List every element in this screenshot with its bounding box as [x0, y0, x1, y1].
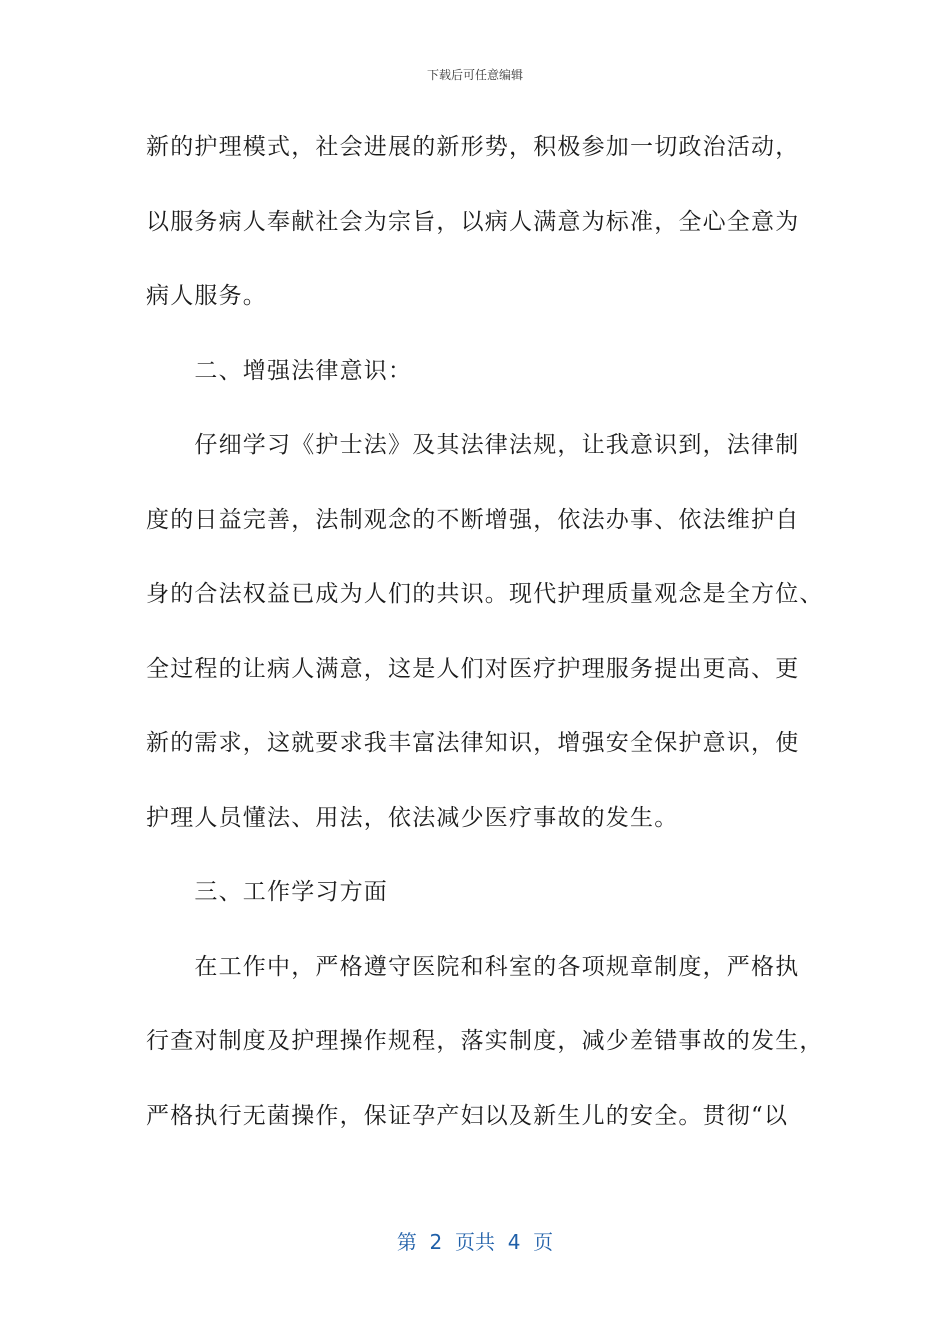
document-body	[146, 128, 826, 1171]
body-line: 以服务病人奉献社会为宗旨，以病人满意为标准，全心全意为	[146, 208, 800, 235]
body-line: 仔细学习《护士法》及其法律法规，让我意识到，法律制	[146, 432, 800, 458]
body-line: 全过程的让病人满意，这是人们对医疗护理服务提出更高、更	[146, 655, 800, 682]
page-header-note: 下载后可任意编辑	[426, 68, 523, 82]
body-line: 严格执行无菌操作，保证孕产妇以及新生儿的安全。贯彻“以	[146, 1102, 789, 1129]
body-line: 行查对制度及护理操作规程，落实制度，减少差错事故的发生，	[146, 1028, 824, 1054]
body-line: 新的护理模式，社会进展的新形势，积极参加一切政治活动，	[146, 134, 800, 160]
page-number: 第 2 页共 4 页	[396, 1230, 554, 1254]
body-line: 身的合法权益已成为人们的共识。现代护理质量观念是全方位、	[146, 581, 824, 607]
body-line: 病人服务。	[146, 283, 267, 309]
section-heading: 二、增强法律意识：	[146, 357, 413, 384]
body-line: 度的日益完善，法制观念的不断增强，依法办事、依法维护自	[146, 506, 800, 533]
section-heading: 三、工作学习方面	[146, 879, 388, 905]
body-line: 在工作中，严格遵守医院和科室的各项规章制度，严格执	[146, 953, 800, 980]
body-line: 新的需求，这就要求我丰富法律知识，增强安全保护意识，使	[146, 730, 800, 756]
body-line: 护理人员懂法、用法，依法减少医疗事故的发生。	[146, 804, 679, 831]
